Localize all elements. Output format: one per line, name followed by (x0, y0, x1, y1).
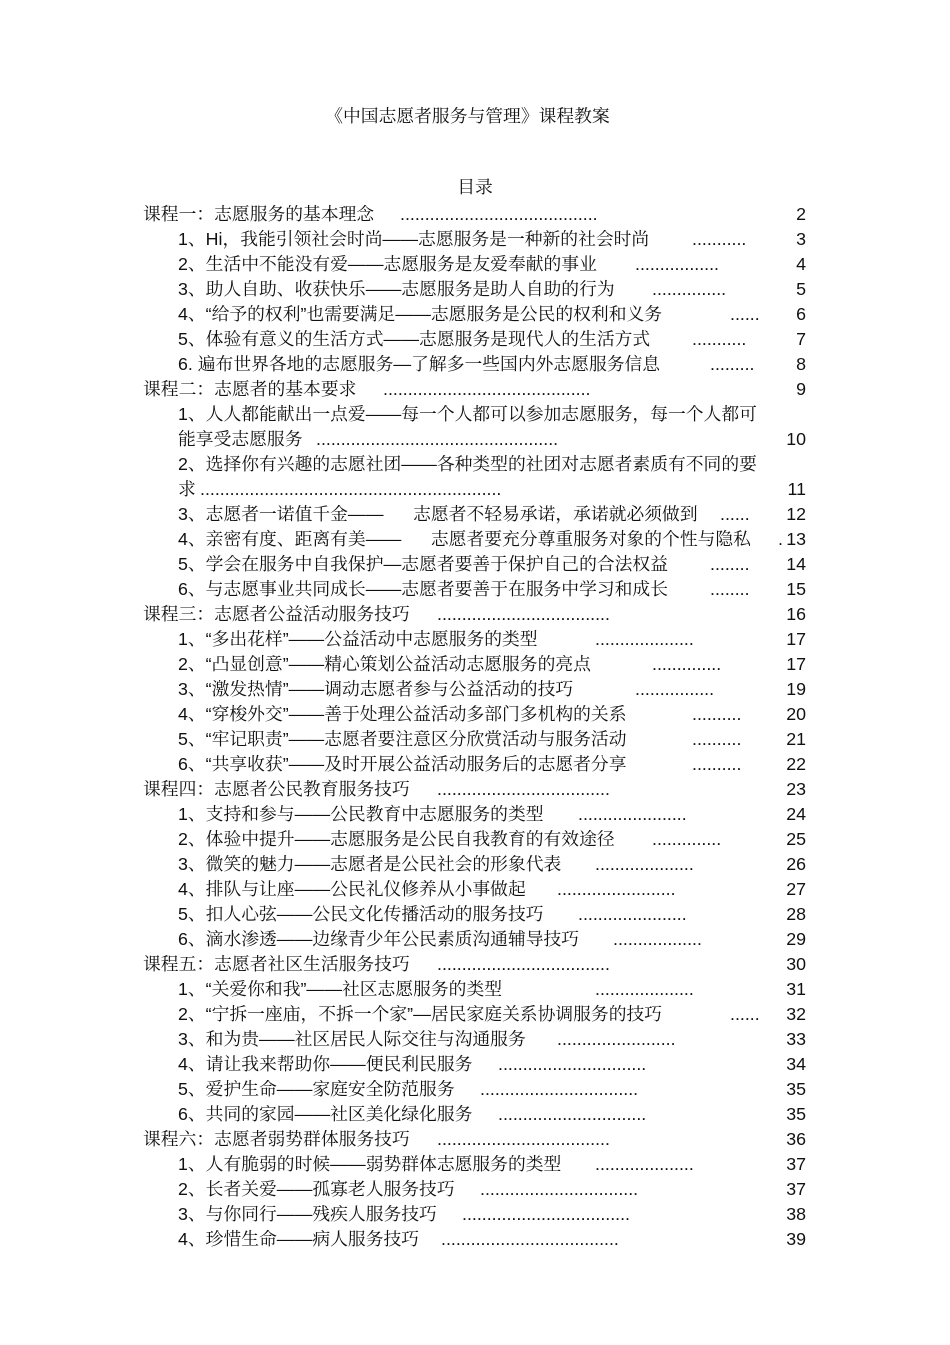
toc-entry-lesson (0, 277, 950, 302)
toc-entry-lesson (0, 652, 950, 677)
toc-entry-course (0, 777, 950, 802)
toc-entry-title: 1、Hi，我能引领社会时尚——志愿服务是一种新的社会时尚 (178, 229, 650, 249)
toc-entry-title: 4、珍惜生命——病人服务技巧 (178, 1229, 420, 1249)
toc-leader-dots: ........................ (557, 1029, 676, 1049)
toc-page-number: 17 (786, 654, 806, 674)
toc-entry-lesson (0, 252, 950, 277)
toc-leader-dots: .............................. (498, 1104, 647, 1124)
toc-entry-lesson (0, 1027, 950, 1052)
toc-page-number: 16 (786, 604, 806, 624)
toc-entry-lesson (0, 827, 950, 852)
toc-leader-dots: .................... (595, 854, 694, 874)
document-title: 《中国志愿者服务与管理》课程教案 (325, 106, 610, 126)
toc-page-number: 19 (786, 679, 806, 699)
toc-entry-title: 课程五：志愿者社区生活服务技巧 (143, 954, 410, 974)
toc-entry-title: 2、选择你有兴趣的志愿社团——各种类型的社团对志愿者素质有不同的要 (178, 454, 757, 474)
toc-leader-dots: .................................. (462, 1204, 630, 1224)
toc-entry-title-continued: 求 (178, 479, 196, 499)
toc-leader-dots: .................................... (441, 1229, 619, 1249)
toc-page-number: 35 (786, 1079, 806, 1099)
toc-entry-continuation (0, 427, 950, 452)
toc-page-number: 36 (786, 1129, 806, 1149)
toc-leader-dots: ............................................................. (200, 479, 502, 499)
toc-entry-title: 2、生活中不能没有爱——志愿服务是友爱奉献的事业 (178, 254, 597, 274)
toc-page-number: 23 (786, 779, 806, 799)
toc-page-number: 30 (786, 954, 806, 974)
toc-page-number: 27 (786, 879, 806, 899)
toc-page-number: 3 (796, 229, 806, 249)
toc-entry-title: 3、和为贵——社区居民人际交往与沟通服务 (178, 1029, 526, 1049)
toc-page-number: 28 (786, 904, 806, 924)
toc-entry-title: 4、亲密有度、距离有美—— 志愿者要充分尊重服务对象的个性与隐私 (178, 529, 751, 549)
toc-leader-dots: .............. (652, 654, 722, 674)
toc-page-number: 20 (786, 704, 806, 724)
toc-entry-title: 课程二：志愿者的基本要求 (143, 379, 357, 399)
toc-page-number: 29 (786, 929, 806, 949)
toc-leader-dots: ................................... (437, 779, 610, 799)
toc-entry-title: 3、与你同行——残疾人服务技巧 (178, 1204, 437, 1224)
toc-entry-course (0, 1127, 950, 1152)
toc-leader-dots: ...................... (578, 804, 687, 824)
toc-page-number: 31 (786, 979, 806, 999)
toc-entry-lesson (0, 302, 950, 327)
toc-leader-dots: ........................................ (400, 204, 598, 224)
toc-page-number: 37 (786, 1179, 806, 1199)
toc-leader-dots: ................. (635, 254, 719, 274)
toc-entry-lesson (0, 752, 950, 777)
toc-entry-lesson (0, 227, 950, 252)
toc-entry-lesson (0, 327, 950, 352)
toc-entry-title: 4、请让我来帮助你——便民利民服务 (178, 1054, 473, 1074)
toc-leader-dots: ......... (710, 354, 755, 374)
toc-leader-dots: . (778, 529, 783, 549)
toc-entry-lesson (0, 977, 950, 1002)
toc-page-number: 26 (786, 854, 806, 874)
toc-entry-title: 5、体验有意义的生活方式——志愿服务是现代人的生活方式 (178, 329, 651, 349)
toc-page-number: 5 (796, 279, 806, 299)
toc-entry-course (0, 377, 950, 402)
toc-leader-dots: .......................................... (383, 379, 591, 399)
toc-entry-title: 6、共同的家园——社区美化绿化服务 (178, 1104, 473, 1124)
toc-page-number: 17 (786, 629, 806, 649)
toc-entry-lesson (0, 552, 950, 577)
toc-leader-dots: ................................ (480, 1179, 639, 1199)
toc-entry-title: 5、扣人心弦——公民文化传播活动的服务技巧 (178, 904, 544, 924)
toc-entry-lesson (0, 1227, 950, 1252)
toc-entry-title: 4、“给予的权利”也需要满足——志愿服务是公民的权利和义务 (178, 304, 663, 324)
toc-leader-dots: .............................. (498, 1054, 647, 1074)
toc-entry-title: 2、“凸显创意”——精心策划公益活动志愿服务的亮点 (178, 654, 591, 674)
toc-entry-title: 5、“牢记职责”——志愿者要注意区分欣赏活动与服务活动 (178, 729, 627, 749)
toc-entry-lesson (0, 402, 950, 427)
toc-entry-lesson (0, 577, 950, 602)
toc-page-number: 21 (786, 729, 806, 749)
table-of-contents (0, 202, 950, 1252)
toc-heading: 目录 (457, 177, 493, 197)
toc-leader-dots: ................ (635, 679, 715, 699)
toc-entry-title: 6、“共享收获”——及时开展公益活动服务后的志愿者分享 (178, 754, 627, 774)
toc-entry-lesson (0, 1077, 950, 1102)
toc-entry-title: 4、排队与让座——公民礼仪修养从小事做起 (178, 879, 526, 899)
toc-page-number: 39 (786, 1229, 806, 1249)
toc-entry-title: 5、学会在服务中自我保护—志愿者要善于保护自己的合法权益 (178, 554, 668, 574)
toc-leader-dots: ........ (710, 579, 750, 599)
toc-page-number: 25 (786, 829, 806, 849)
toc-page-number: 34 (786, 1054, 806, 1074)
toc-entry-lesson (0, 852, 950, 877)
toc-entry-title: 6. 遍布世界各地的志愿服务—了解多一些国内外志愿服务信息 (178, 354, 661, 374)
toc-entry-course (0, 202, 950, 227)
toc-entry-title: 3、微笑的魅力——志愿者是公民社会的形象代表 (178, 854, 562, 874)
toc-entry-lesson (0, 877, 950, 902)
toc-page-number: 7 (796, 329, 806, 349)
toc-entry-lesson (0, 502, 950, 527)
toc-leader-dots: ................................... (437, 604, 610, 624)
toc-entry-title: 课程六：志愿者弱势群体服务技巧 (143, 1129, 410, 1149)
toc-entry-title: 3、“激发热情”——调动志愿者参与公益活动的技巧 (178, 679, 574, 699)
toc-leader-dots: .......... (692, 754, 742, 774)
toc-page-number: 24 (786, 804, 806, 824)
toc-entry-lesson (0, 802, 950, 827)
toc-entry-lesson (0, 1202, 950, 1227)
toc-page-number: 33 (786, 1029, 806, 1049)
toc-page-number: 8 (796, 354, 806, 374)
toc-entry-lesson (0, 452, 950, 477)
toc-entry-title: 4、“穿梭外交”——善于处理公益活动多部门多机构的关系 (178, 704, 627, 724)
toc-entry-lesson (0, 352, 950, 377)
toc-entry-title: 3、志愿者一诺值千金—— 志愿者不轻易承诺，承诺就必须做到 (178, 504, 698, 524)
toc-leader-dots: .................... (595, 629, 694, 649)
toc-page-number: 6 (796, 304, 806, 324)
toc-page-number: 2 (796, 204, 806, 224)
toc-page-number: 35 (786, 1104, 806, 1124)
toc-entry-title: 2、长者关爱——孤寡老人服务技巧 (178, 1179, 455, 1199)
toc-entry-lesson (0, 702, 950, 727)
toc-leader-dots: .............. (652, 829, 722, 849)
toc-entry-title: 课程四：志愿者公民教育服务技巧 (143, 779, 410, 799)
toc-leader-dots: ................................................. (316, 429, 559, 449)
toc-entry-title: 1、“多出花样”——公益活动中志愿服务的类型 (178, 629, 538, 649)
toc-leader-dots: .................... (595, 1154, 694, 1174)
toc-leader-dots: ........... (692, 329, 747, 349)
toc-entry-title: 6、与志愿事业共同成长——志愿者要善于在服务中学习和成长 (178, 579, 668, 599)
toc-leader-dots: ................................ (480, 1079, 639, 1099)
toc-entry-title-continued: 能享受志愿服务 (178, 429, 303, 449)
toc-page-number: 15 (786, 579, 806, 599)
toc-entry-title: 1、“关爱你和我”——社区志愿服务的类型 (178, 979, 503, 999)
toc-page-number: 4 (796, 254, 806, 274)
toc-leader-dots: .................. (613, 929, 702, 949)
toc-leader-dots: ........ (710, 554, 750, 574)
toc-entry-course (0, 602, 950, 627)
toc-page-number: 14 (786, 554, 806, 574)
toc-entry-lesson (0, 727, 950, 752)
toc-entry-title: 1、人有脆弱的时候——弱势群体志愿服务的类型 (178, 1154, 562, 1174)
toc-leader-dots: ........................ (557, 879, 676, 899)
toc-entry-title: 2、“宁拆一座庙，不拆一个家”—居民家庭关系协调服务的技巧 (178, 1004, 663, 1024)
toc-entry-title: 1、支持和参与——公民教育中志愿服务的类型 (178, 804, 544, 824)
toc-leader-dots: ............... (652, 279, 727, 299)
toc-entry-title: 1、人人都能献出一点爱——每一个人都可以参加志愿服务，每一个人都可 (178, 404, 757, 424)
toc-entry-lesson (0, 527, 950, 552)
toc-entry-lesson (0, 902, 950, 927)
toc-leader-dots: ...... (730, 304, 760, 324)
toc-entry-continuation (0, 477, 950, 502)
toc-leader-dots: ...... (720, 504, 750, 524)
toc-entry-title: 3、助人自助、收获快乐——志愿服务是助人自助的行为 (178, 279, 615, 299)
toc-entry-title: 课程一：志愿服务的基本理念 (143, 204, 375, 224)
toc-entry-course (0, 952, 950, 977)
toc-leader-dots: ................................... (437, 1129, 610, 1149)
toc-entry-title: 6、滴水渗透——边缘青少年公民素质沟通辅导技巧 (178, 929, 580, 949)
toc-entry-lesson (0, 1177, 950, 1202)
toc-entry-lesson (0, 1102, 950, 1127)
toc-entry-lesson (0, 677, 950, 702)
toc-page-number: 37 (786, 1154, 806, 1174)
toc-entry-lesson (0, 1002, 950, 1027)
toc-entry-lesson (0, 1152, 950, 1177)
toc-leader-dots: .......... (692, 704, 742, 724)
toc-entry-lesson (0, 627, 950, 652)
toc-page-number: 32 (786, 1004, 806, 1024)
toc-entry-title: 2、体验中提升——志愿服务是公民自我教育的有效途径 (178, 829, 615, 849)
toc-leader-dots: ................................... (437, 954, 610, 974)
toc-leader-dots: ...................... (578, 904, 687, 924)
toc-leader-dots: ........... (692, 229, 747, 249)
toc-leader-dots: .......... (692, 729, 742, 749)
toc-page-number: 12 (786, 504, 806, 524)
toc-entry-title: 5、爱护生命——家庭安全防范服务 (178, 1079, 455, 1099)
toc-entry-lesson (0, 927, 950, 952)
toc-page-number: 38 (786, 1204, 806, 1224)
toc-leader-dots: .................... (595, 979, 694, 999)
toc-page-number: 13 (786, 529, 806, 549)
toc-entry-title: 课程三：志愿者公益活动服务技巧 (143, 604, 410, 624)
toc-page-number: 9 (796, 379, 806, 399)
toc-page-number: 11 (787, 479, 806, 499)
toc-page-number: 10 (786, 429, 806, 449)
toc-entry-lesson (0, 1052, 950, 1077)
toc-page-number: 22 (786, 754, 806, 774)
toc-leader-dots: ...... (730, 1004, 760, 1024)
